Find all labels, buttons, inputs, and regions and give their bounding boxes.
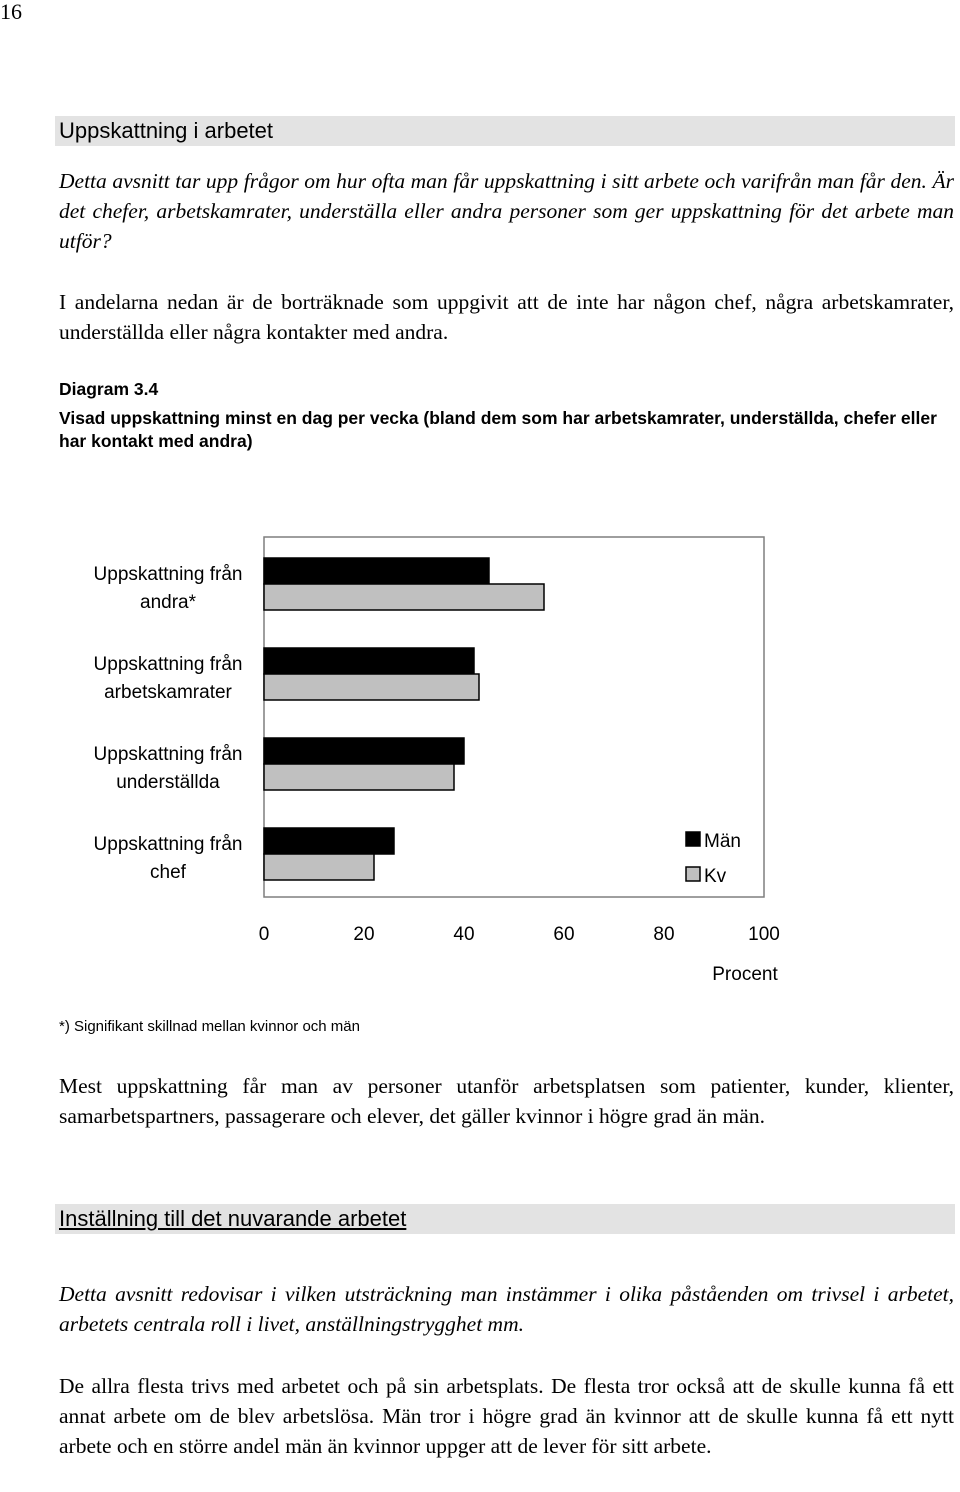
x-tick-label: 40 — [453, 924, 475, 945]
section-heading-text: Inställning till det nuvarande arbetet — [59, 1206, 407, 1231]
x-tick-label: 20 — [353, 924, 375, 945]
x-axis-title: Procent — [712, 964, 778, 985]
bar-kv-2 — [264, 674, 479, 700]
category-label: Uppskattning från underställda — [93, 744, 243, 793]
diagram-caption: Visad uppskattning minst en dag per vecka (bland dem som har arbetskamrater, underställda, chefer eller har kontakt med andra) — [59, 408, 937, 451]
bar-män-1 — [264, 558, 489, 584]
page-number: 16 — [0, 0, 22, 24]
diagram-number: Diagram 3.4 — [59, 379, 159, 399]
legend-swatch-kv — [686, 867, 700, 881]
section-body: De allra flesta trivs med arbetet och på sin arbetsplats. De flesta tror också att de skulle kunna få ett annat arbete om de blev arbetslösa. Män tror i högre grad än kvinnor att de skulle kunna få ett nytt arbete och en större andel män än kvinnor uppger att de lever för sitt arbete. — [59, 1374, 954, 1458]
section-intro: Detta avsnitt tar upp frågor om hur ofta man får uppskattning i sitt arbete och varifrån man får den. Är det chefer, arbetskamrater, underställa eller andra personer som ger uppskattning för det arbete man utför? — [59, 169, 954, 253]
x-tick-label: 80 — [653, 924, 675, 945]
legend-label: Män — [704, 831, 741, 852]
x-tick-label: 60 — [553, 924, 575, 945]
category-label: Uppskattning från andra* — [93, 564, 243, 613]
bar-män-3 — [264, 738, 464, 764]
section-heading-uppskattning — [55, 116, 955, 146]
bar-kv-1 — [264, 584, 544, 610]
bar-kv-3 — [264, 764, 454, 790]
section-heading-installning — [55, 1204, 955, 1234]
category-label: Uppskattning från arbetskamrater — [93, 654, 243, 703]
bar-chart — [0, 500, 960, 1000]
legend-swatch-män — [686, 832, 700, 846]
section-heading-text: Uppskattning i arbetet — [59, 118, 274, 143]
x-tick-label: 0 — [258, 924, 270, 945]
chart-commentary: Mest uppskattning får man av personer utanför arbetsplatsen som patienter, kunder, klienter, samarbetspartners, passagerare och elever, det gäller kvinnor i högre grad än män. — [59, 1074, 954, 1128]
category-label: Uppskattning från chef — [93, 834, 243, 883]
bar-män-4 — [264, 828, 394, 854]
chart-footnote: *) Signifikant skillnad mellan kvinnor och män — [59, 1018, 360, 1035]
section-intro: Detta avsnitt redovisar i vilken utsträckning man instämmer i olika påståenden om trivsel i arbetet, arbetets centrala roll i livet, anställningstrygghet mm. — [59, 1282, 954, 1336]
x-tick-label: 100 — [748, 924, 780, 945]
section-note: I andelarna nedan är de borträknade som uppgivit att de inte har någon chef, några arbetskamrater, underställda eller några kontakter med andra. — [59, 290, 954, 344]
bar-kv-4 — [264, 854, 374, 880]
bar-män-2 — [264, 648, 474, 674]
legend-label: Kv — [704, 866, 727, 887]
